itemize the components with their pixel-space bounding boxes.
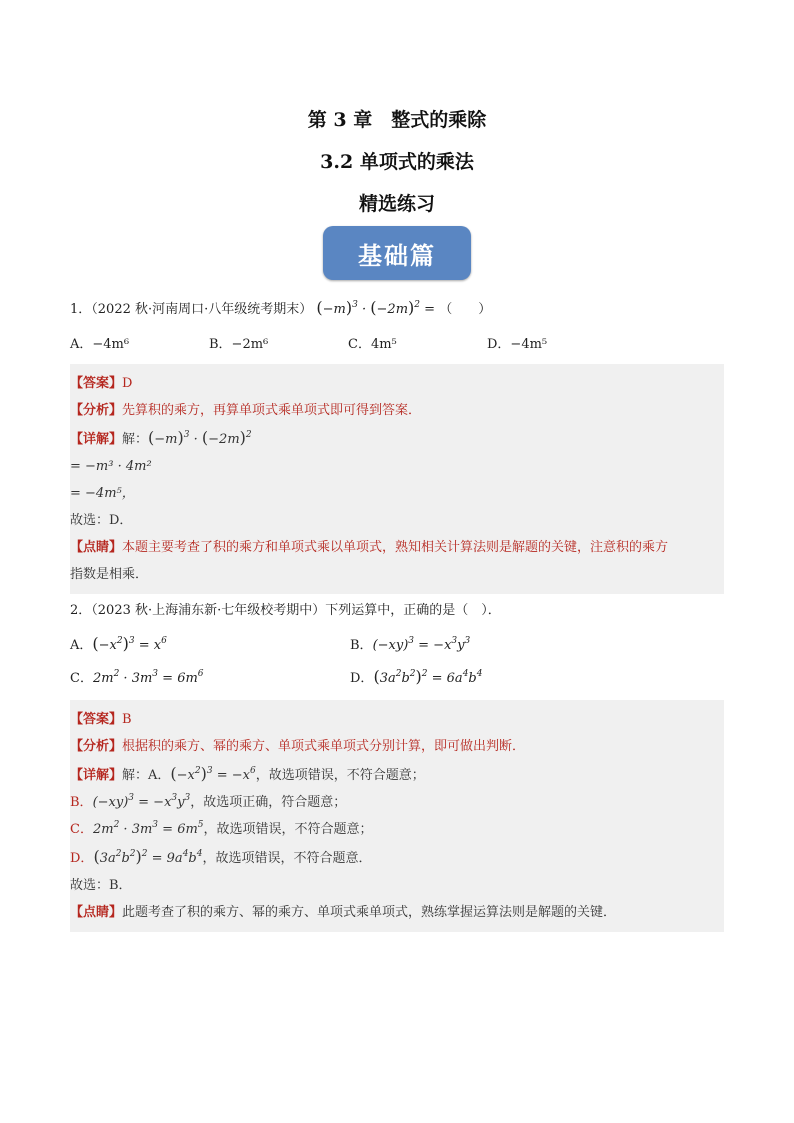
q2-option-d: D．$(3a^2b^2)^2 = 6a^4b^4$	[350, 667, 483, 686]
q1-solution: 【答案】D 【分析】先算积的乘方，再算单项式乘单项式即可得到答案． 【详解】解：$(-m)^3 \cdot (-2m)^2$ = −m³ · 4m² = −4m⁵， 故选：D． 【点睛】本题主要考查了积的乘方和单项式乘以单项式，熟知相关计算法则是解题的关键，注意积的乘方 指数是相乘．	[70, 364, 724, 594]
q1-comment-2: 指数是相乘．	[70, 567, 149, 582]
q1-analysis: 先算积的乘方，再算单项式乘单项式即可得到答案．	[122, 403, 422, 418]
q1-option-c: C．4m⁵	[348, 337, 397, 352]
section-title: 3.2 单项式的乘法	[320, 151, 474, 173]
q2-options-row-1	[70, 634, 724, 653]
chapter-title: 第 3 章 整式的乘除	[307, 109, 487, 131]
q2-stem: 下列运算中，正确的是（ ）．	[325, 603, 501, 618]
subtitle: 精选练习	[358, 193, 435, 215]
content	[70, 297, 724, 938]
question-2: 2．（2023 秋·上海浦东新·七年级校考期中）下列运算中，正确的是（ ）．	[70, 603, 501, 618]
q1-expression: $(-m)^3 \cdot (-2m)^2$ =	[316, 298, 436, 317]
q2-options-row-2	[70, 667, 724, 686]
q1-option-a: A．−4m⁶	[70, 337, 130, 352]
q1-options	[70, 333, 724, 352]
q2-option-a: A．$(-x^2)^3 = x^6$	[70, 634, 167, 653]
q2-option-c: C．$2m^2 \cdot 3m^3 = 6m^6$	[70, 669, 204, 686]
q1-option-b: B．−2m⁶	[209, 337, 269, 352]
q1-step-2: = −4m⁵，	[70, 486, 135, 501]
q1-step-1: = −m³ · 4m²	[70, 459, 152, 474]
q2-option-b: B．$(-xy)^3 = -x^3y^3$	[350, 636, 471, 653]
q2-source: （2023 秋·上海浦东新·七年级校考期中）	[91, 603, 326, 618]
q2-choose: 故选：B．	[70, 878, 132, 893]
q1-source: （2022 秋·河南周口·八年级统考期末）	[91, 302, 313, 317]
level-badge: 基础篇	[323, 226, 471, 280]
q1-choose: 故选：D．	[70, 513, 133, 528]
q1-option-d: D．−4m⁵	[487, 337, 548, 352]
q2-comment: 此题考查了积的乘方、幂的乘方、单项式乘单项式，熟练掌握运算法则是解题的关键．	[122, 905, 617, 920]
q2-answer: B	[122, 712, 132, 727]
q1-answer: D	[122, 376, 133, 391]
q2-analysis: 根据积的乘方、幂的乘方、单项式乘单项式分别计算，即可做出判断．	[122, 739, 526, 754]
question-1: 1．（2022 秋·河南周口·八年级统考期末） $(-m)^3 \cdot (-2m)^2$ = （ ）	[70, 298, 492, 317]
q1-comment-1: 本题主要考查了积的乘方和单项式乘以单项式，熟知相关计算法则是解题的关键，注意积的乘方	[122, 540, 669, 555]
q2-solution: 【答案】B 【分析】根据积的乘方、幂的乘方、单项式乘单项式分别计算，即可做出判断． 【详解】解：A．$(-x^2)^3 = -x^6$，故选项错误，不符合题意； B．$(-xy)^3 = -x^3y^3$，故选项正确，符合题意； C．$2m^2 \cdot 3m^3 = 6m^5$，故选项错误，不符合题意； D．$(3a^2b^2)^2 = 9a^4b^4$，故选项错误，不符合题意． 故选：B． 【点睛】此题考查了积的乘方、幂的乘方、单项式乘单项式，熟练掌握运算法则是解题的关键．	[70, 700, 724, 932]
